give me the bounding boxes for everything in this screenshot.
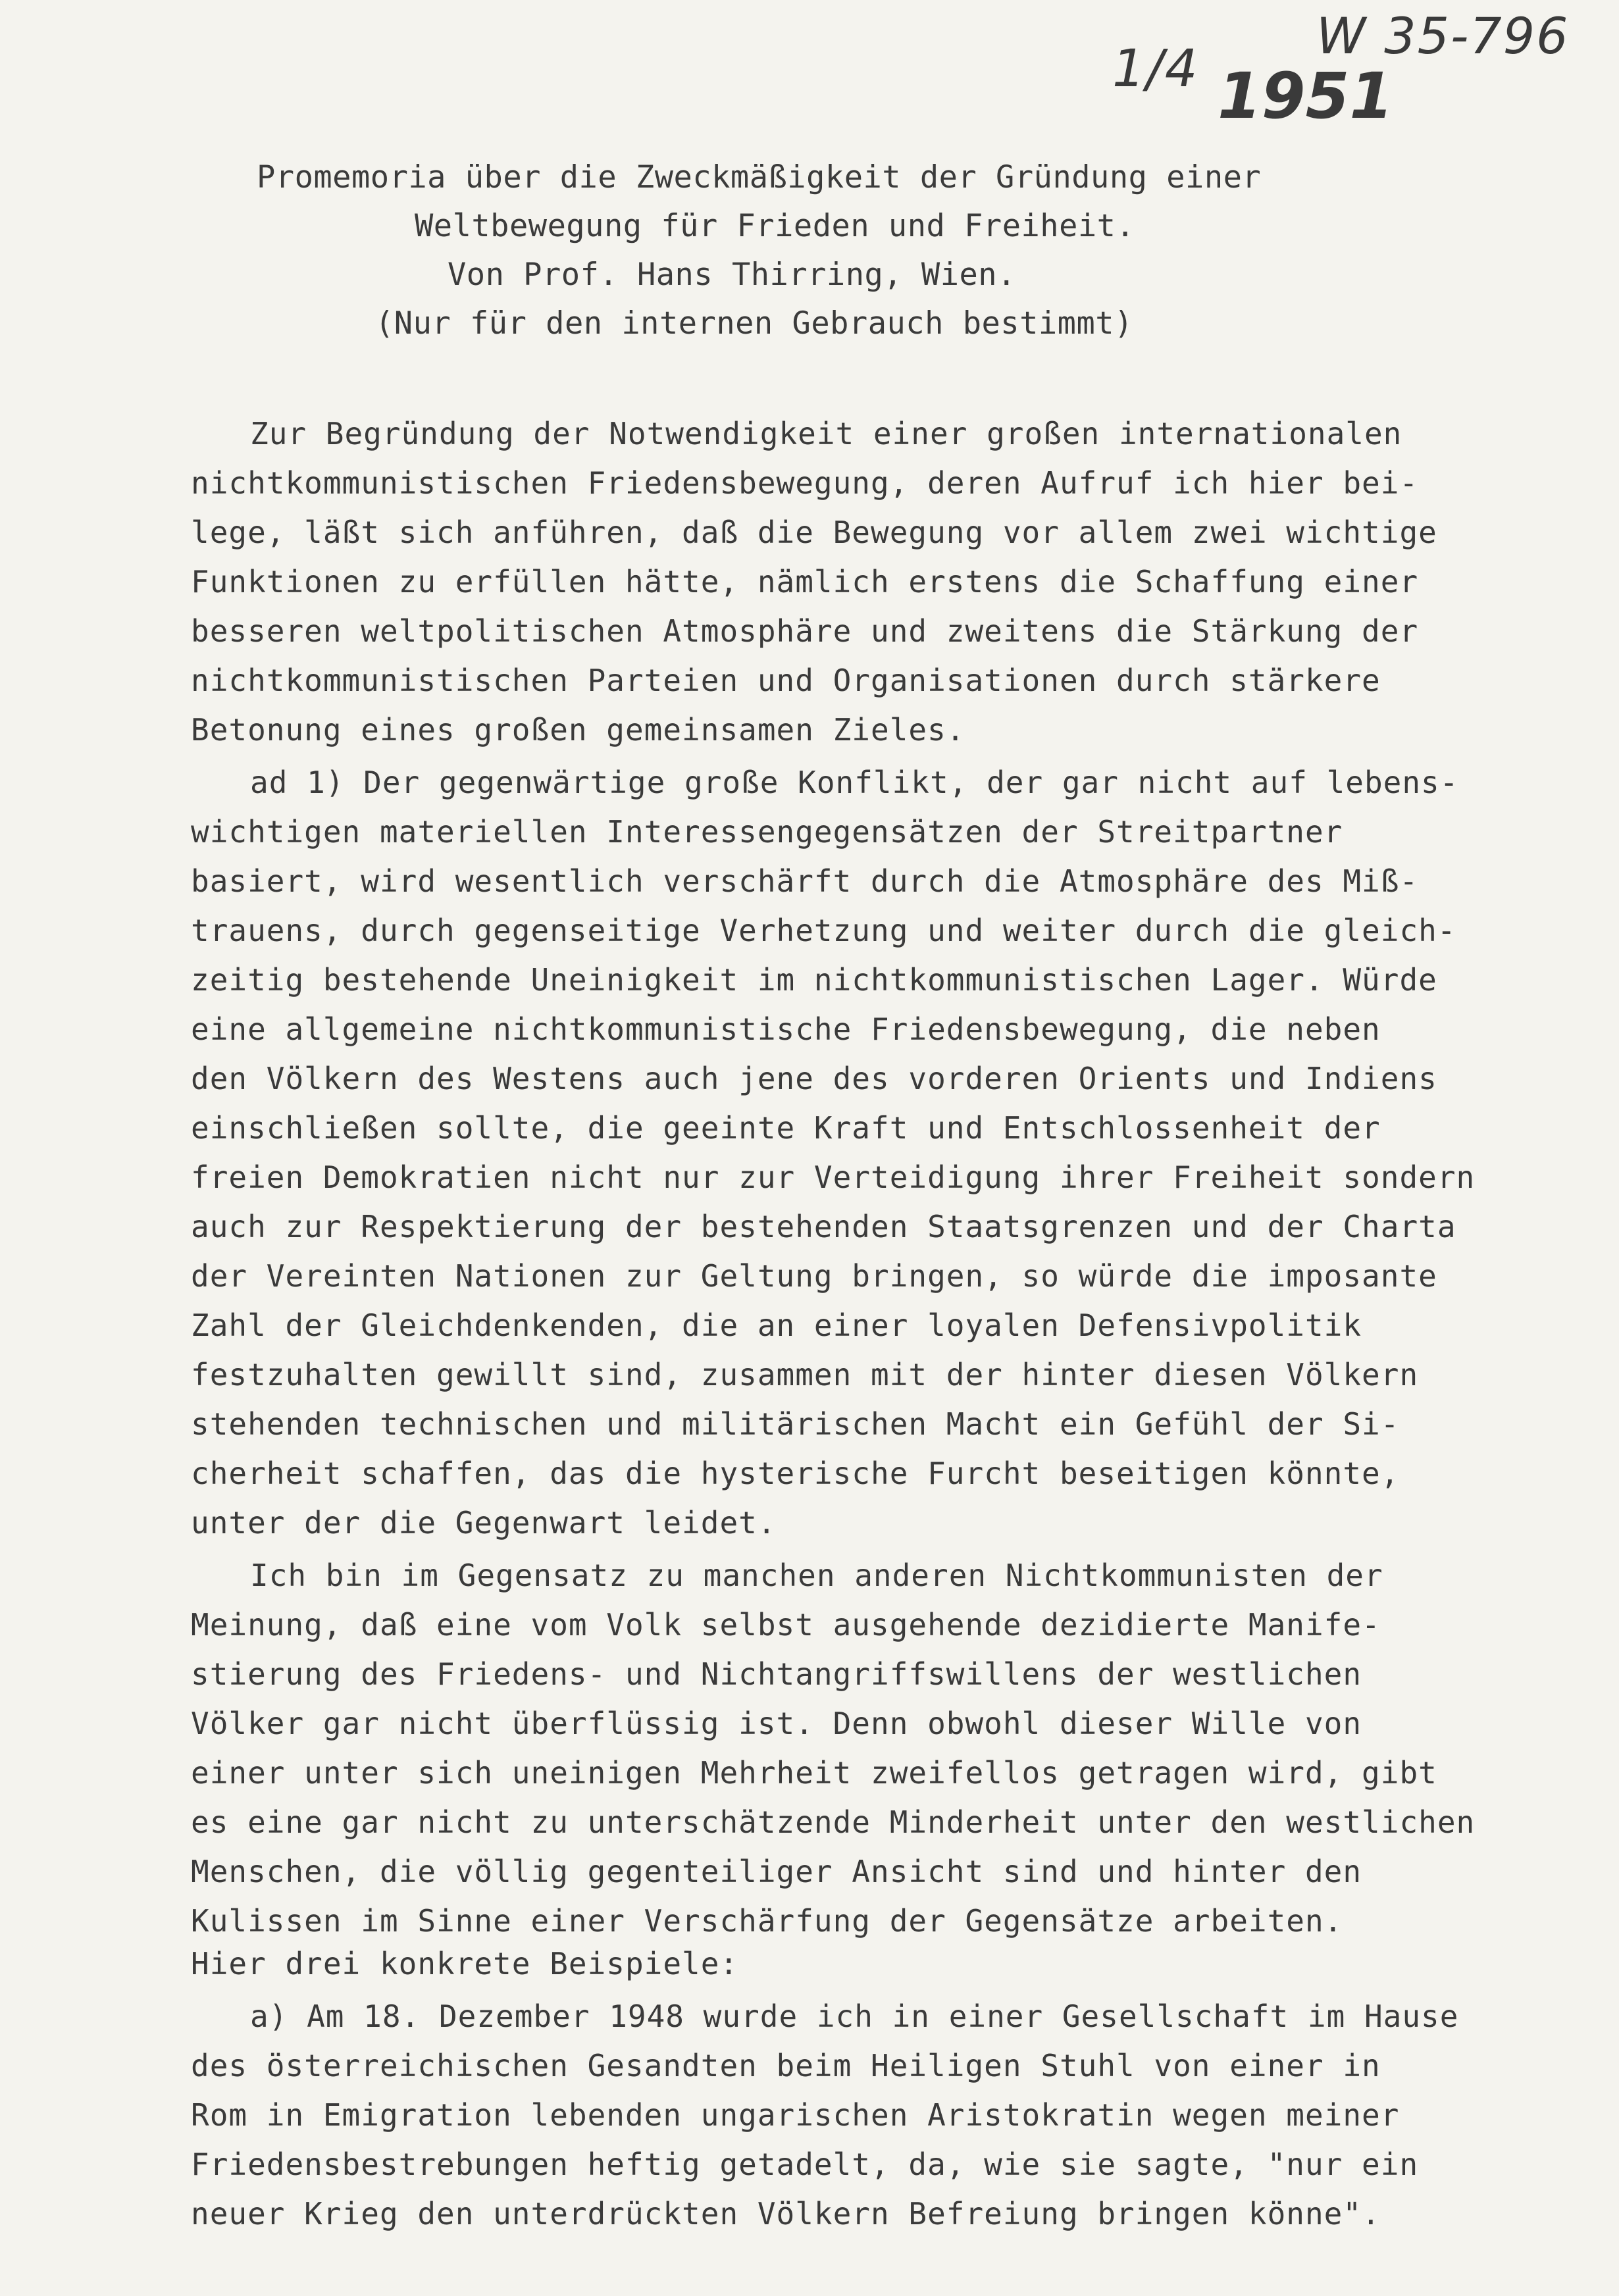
body-line: cherheit schaffen, das die hysterische Furcht beseitigen könnte,: [191, 1456, 1400, 1491]
body-line: Rom in Emigration lebenden ungarischen Aristokratin wegen meiner: [191, 2097, 1400, 2133]
body-line: eine allgemeine nichtkommunistische Friedensbewegung, die neben: [191, 1011, 1381, 1047]
body-line: einschließen sollte, die geeinte Kraft und Entschlossenheit der: [191, 1110, 1381, 1146]
body-line: Friedensbestrebungen heftig getadelt, da, wie sie sagte, "nur ein: [191, 2147, 1419, 2182]
body-line: der Vereinten Nationen zur Geltung bringen, so würde die imposante: [191, 1258, 1437, 1294]
title-line-2: Weltbewegung für Frieden und Freiheit.: [415, 208, 1135, 244]
handwritten-reference: W 35-796: [1316, 7, 1570, 65]
author-line: Von Prof. Hans Thirring, Wien.: [448, 257, 1016, 293]
body-line: Menschen, die völlig gegenteiliger Ansicht sind und hinter den: [191, 1854, 1362, 1889]
handwritten-archive-number: 1/4: [1112, 39, 1199, 99]
body-line: des österreichischen Gesandten beim Heiligen Stuhl von einer in: [191, 2048, 1381, 2083]
body-line: lege, läßt sich anführen, daß die Bewegung vor allem zwei wichtige: [191, 515, 1437, 550]
body-line: trauens, durch gegenseitige Verhetzung und weiter durch die gleich-: [191, 913, 1456, 948]
body-line: einer unter sich uneinigen Mehrheit zweifellos getragen wird, gibt: [191, 1755, 1437, 1791]
body-line: auch zur Respektierung der bestehenden Staatsgrenzen und der Charta: [191, 1209, 1456, 1244]
body-line: a) Am 18. Dezember 1948 wurde ich in einer Gesellschaft im Hause: [250, 1999, 1459, 2034]
body-line: ad 1) Der gegenwärtige große Konflikt, der gar nicht auf lebens-: [250, 765, 1459, 800]
body-line: Zur Begründung der Notwendigkeit einer großen internationalen: [250, 416, 1402, 451]
body-line: stehenden technischen und militärischen Macht ein Gefühl der Si-: [191, 1406, 1400, 1442]
body-line: stierung des Friedens- und Nichtangriffswillens der westlichen: [191, 1656, 1362, 1692]
body-line: den Völkern des Westens auch jene des vorderen Orients und Indiens: [191, 1061, 1437, 1096]
body-line: Zahl der Gleichdenkenden, die an einer loyalen Defensivpolitik: [191, 1308, 1362, 1343]
body-line: Betonung eines großen gemeinsamen Zieles.: [191, 712, 965, 748]
handwritten-year: 1951: [1218, 59, 1394, 133]
usage-note: (Nur für den internen Gebrauch bestimmt): [375, 305, 1133, 342]
body-line: nichtkommunistischen Parteien und Organisationen durch stärkere: [191, 663, 1381, 698]
body-line: festzuhalten gewillt sind, zusammen mit der hinter diesen Völkern: [191, 1357, 1419, 1392]
body-line: nichtkommunistischen Friedensbewegung, deren Aufruf ich hier bei-: [191, 465, 1419, 501]
body-line: Funktionen zu erfüllen hätte, nämlich erstens die Schaffung einer: [191, 564, 1419, 600]
body-line: freien Demokratien nicht nur zur Verteidigung ihrer Freiheit sondern: [191, 1160, 1476, 1195]
body-line: besseren weltpolitischen Atmosphäre und zweitens die Stärkung der: [191, 613, 1419, 649]
body-line: Kulissen im Sinne einer Verschärfung der Gegensätze arbeiten.: [191, 1903, 1343, 1939]
body-line: es eine gar nicht zu unterschätzende Minderheit unter den westlichen: [191, 1804, 1476, 1840]
body-line: wichtigen materiellen Interessengegensätzen der Streitpartner: [191, 814, 1343, 850]
body-line: Hier drei konkrete Beispiele:: [191, 1946, 739, 1981]
body-line: unter der die Gegenwart leidet.: [191, 1505, 777, 1541]
body-line: Meinung, daß eine vom Volk selbst ausgehende dezidierte Manife-: [191, 1607, 1381, 1643]
body-line: Völker gar nicht überflüssig ist. Denn obwohl dieser Wille von: [191, 1706, 1362, 1741]
title-line-1: Promemoria über die Zweckmäßigkeit der Gründung einer: [257, 159, 1262, 195]
body-line: Ich bin im Gegensatz zu manchen anderen Nichtkommunisten der: [250, 1558, 1383, 1593]
body-line: zeitig bestehende Uneinigkeit im nichtkommunistischen Lager. Würde: [191, 962, 1437, 998]
body-line: neuer Krieg den unterdrückten Völkern Befreiung bringen könne".: [191, 2196, 1381, 2232]
body-line: basiert, wird wesentlich verschärft durch die Atmosphäre des Miß-: [191, 863, 1419, 899]
